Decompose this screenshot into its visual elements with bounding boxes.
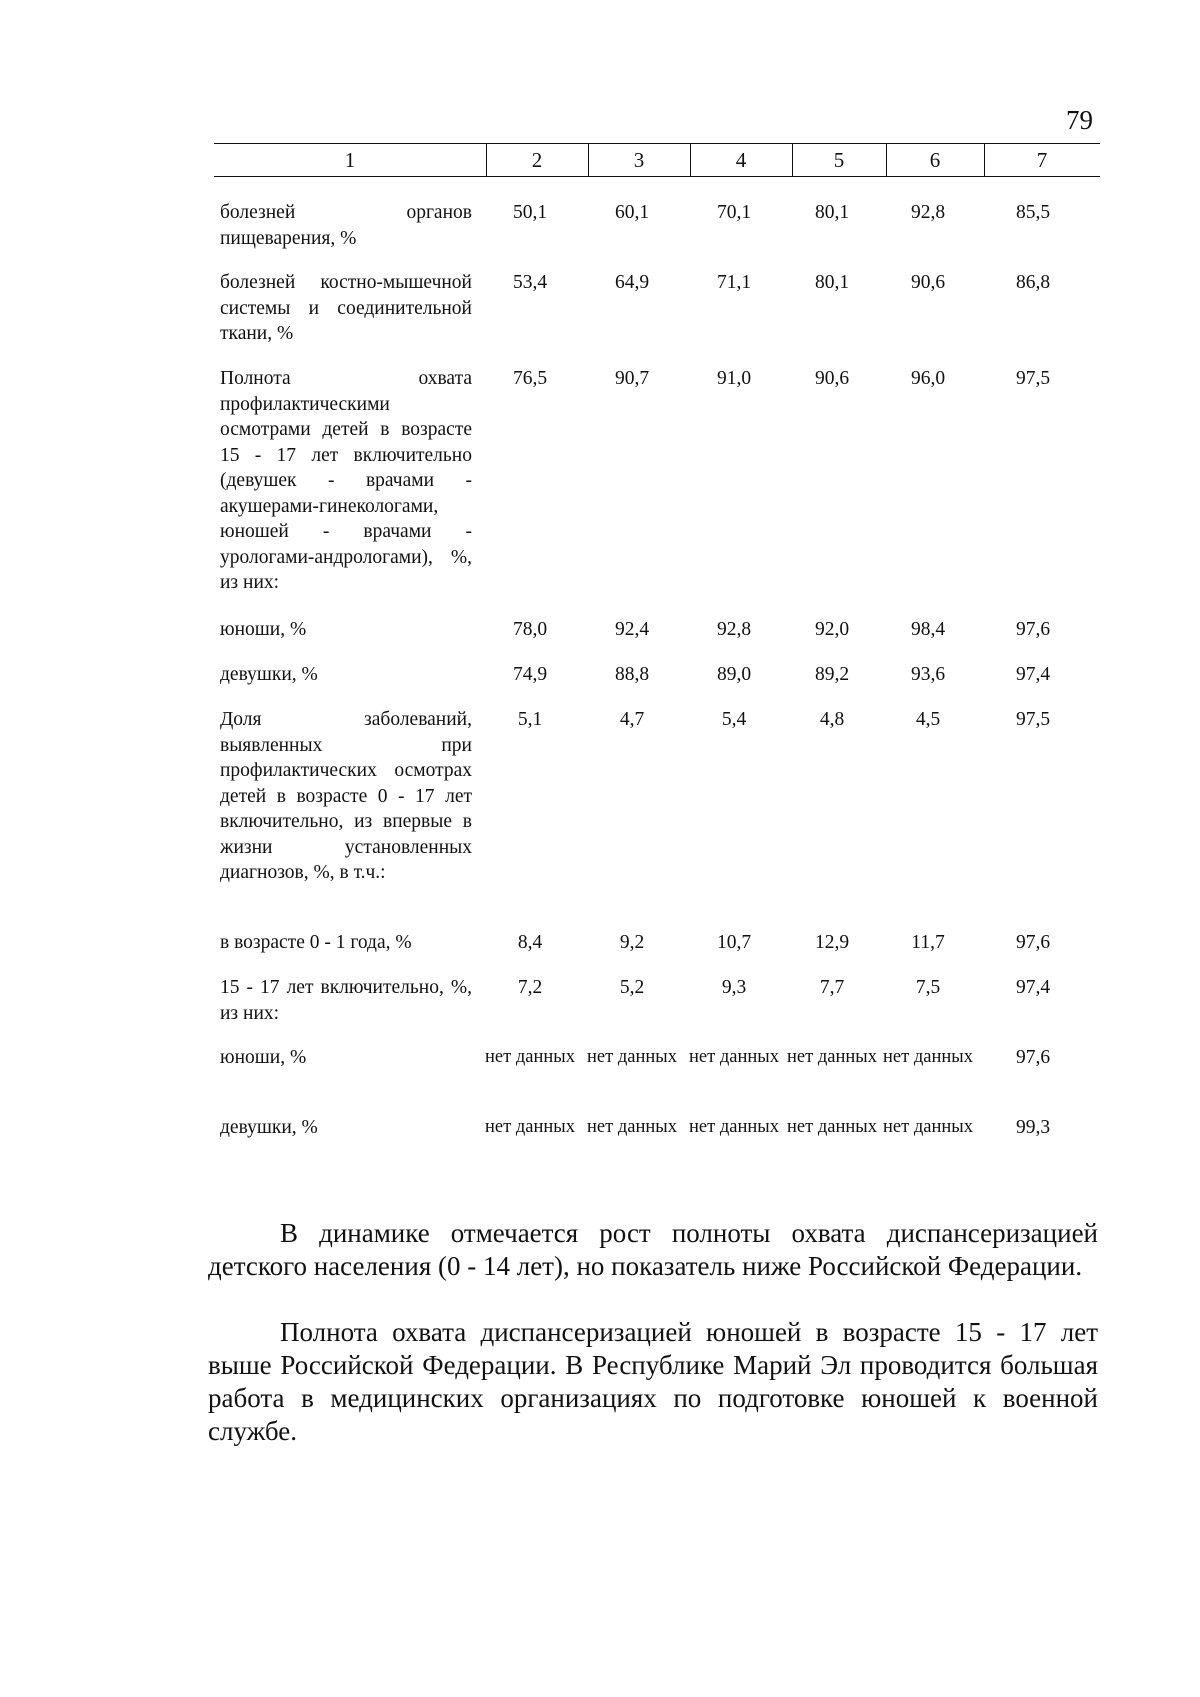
- header-cell: 5: [833, 148, 845, 172]
- table-header: [214, 143, 1100, 177]
- cell-value: 8,4: [517, 932, 543, 953]
- cell-value: 97,6: [1015, 932, 1051, 953]
- row-label: юноши, %: [220, 1047, 307, 1068]
- cell-value: 7,2: [517, 977, 543, 998]
- row-label: 15 - 17 лет включительно, %, из них:: [220, 977, 472, 1024]
- cell-value: 53,4: [512, 272, 548, 293]
- cell-value: нет данных: [587, 1117, 677, 1137]
- cell-value: 97,6: [1015, 619, 1051, 640]
- cell-value: 97,5: [1015, 709, 1051, 730]
- cell-value: 10,7: [716, 932, 752, 953]
- cell-value: 76,5: [512, 368, 548, 389]
- cell-value: 97,5: [1015, 368, 1051, 389]
- cell-value: нет данных: [883, 1047, 973, 1067]
- row-label: болезней костно-мышечной системы и соединительной ткани, %: [220, 272, 472, 344]
- cell-value: 80,1: [814, 202, 850, 223]
- cell-value: 9,3: [721, 977, 747, 998]
- cell-value: 96,0: [910, 368, 946, 389]
- cell-value: 74,9: [512, 664, 548, 685]
- cell-value: нет данных: [689, 1047, 779, 1067]
- cell-value: 5,2: [619, 977, 645, 998]
- cell-value: нет данных: [689, 1117, 779, 1137]
- header-cell: 4: [735, 148, 747, 172]
- cell-value: 92,8: [716, 619, 752, 640]
- cell-value: 86,8: [1015, 272, 1051, 293]
- cell-value: 7,7: [819, 977, 845, 998]
- cell-value: 92,4: [614, 619, 650, 640]
- cell-value: 90,6: [910, 272, 946, 293]
- cell-value: нет данных: [485, 1117, 575, 1137]
- header-cell: 1: [344, 148, 356, 172]
- row-label: юноши, %: [220, 619, 307, 640]
- cell-value: 4,5: [915, 709, 941, 730]
- cell-value: 92,8: [910, 202, 946, 223]
- cell-value: 60,1: [614, 202, 650, 223]
- cell-value: 50,1: [512, 202, 548, 223]
- paragraph: Полнота охвата диспансеризацией юношей в возрасте 15 - 17 лет выше Российской Федерации. В Республике Марий Эл проводится большая работа в медицинских организациях по подготовке юношей к военной службе.: [208, 1317, 1098, 1446]
- cell-value: 90,7: [614, 368, 650, 389]
- row-label: девушки, %: [220, 664, 318, 685]
- cell-value: 12,9: [814, 932, 850, 953]
- cell-value: 11,7: [911, 932, 945, 953]
- paragraph: В динамике отмечается рост полноты охвата диспансеризацией детского населения (0 - 14 лет), но показатель ниже Российской Федерации.: [208, 1218, 1098, 1281]
- header-cell: 2: [531, 148, 543, 172]
- cell-value: 4,8: [819, 709, 845, 730]
- header-cell: 6: [929, 148, 941, 172]
- row-label: Доля заболеваний, выявленных при профилактических осмотрах детей в возрасте 0 - 17 лет включительно, из впервые в жизни установленных диагнозов, %, в т.ч.:: [220, 709, 472, 883]
- cell-value: 90,6: [814, 368, 850, 389]
- header-cell: 3: [633, 148, 645, 172]
- cell-value: 5,4: [721, 709, 747, 730]
- cell-value: 70,1: [716, 202, 752, 223]
- cell-value: 64,9: [614, 272, 650, 293]
- cell-value: 89,2: [814, 664, 850, 685]
- cell-value: 80,1: [814, 272, 850, 293]
- cell-value: нет данных: [485, 1047, 575, 1067]
- cell-value: 4,7: [619, 709, 645, 730]
- row-label: в возрасте 0 - 1 года, %: [220, 932, 412, 953]
- cell-value: 97,4: [1015, 664, 1051, 685]
- row-label: девушки, %: [220, 1117, 318, 1138]
- cell-value: 7,5: [915, 977, 941, 998]
- cell-value: нет данных: [787, 1117, 877, 1137]
- cell-value: 9,2: [619, 932, 645, 953]
- row-label: Полнота охвата профилактическими осмотрами детей в возрасте 15 - 17 лет включительно (девушек - врачами - акушерами-гинекологами, юношей - врачами - урологами-андрологами), %, из них:: [220, 368, 472, 593]
- cell-value: 97,4: [1015, 977, 1051, 998]
- row-label: болезней органов пищеварения, %: [220, 202, 472, 249]
- cell-value: 99,3: [1015, 1117, 1051, 1138]
- cell-value: 89,0: [716, 664, 752, 685]
- cell-value: 85,5: [1015, 202, 1051, 223]
- cell-value: 98,4: [910, 619, 946, 640]
- cell-value: нет данных: [587, 1047, 677, 1067]
- cell-value: 5,1: [517, 709, 543, 730]
- cell-value: 91,0: [716, 368, 752, 389]
- cell-value: 78,0: [512, 619, 548, 640]
- cell-value: нет данных: [787, 1047, 877, 1067]
- cell-value: 88,8: [614, 664, 650, 685]
- cell-value: нет данных: [883, 1117, 973, 1137]
- cell-value: 71,1: [716, 272, 752, 293]
- page-number: 79: [1066, 105, 1093, 135]
- cell-value: 93,6: [910, 664, 946, 685]
- header-cell: 7: [1036, 148, 1048, 172]
- cell-value: 92,0: [814, 619, 850, 640]
- cell-value: 97,6: [1015, 1047, 1051, 1068]
